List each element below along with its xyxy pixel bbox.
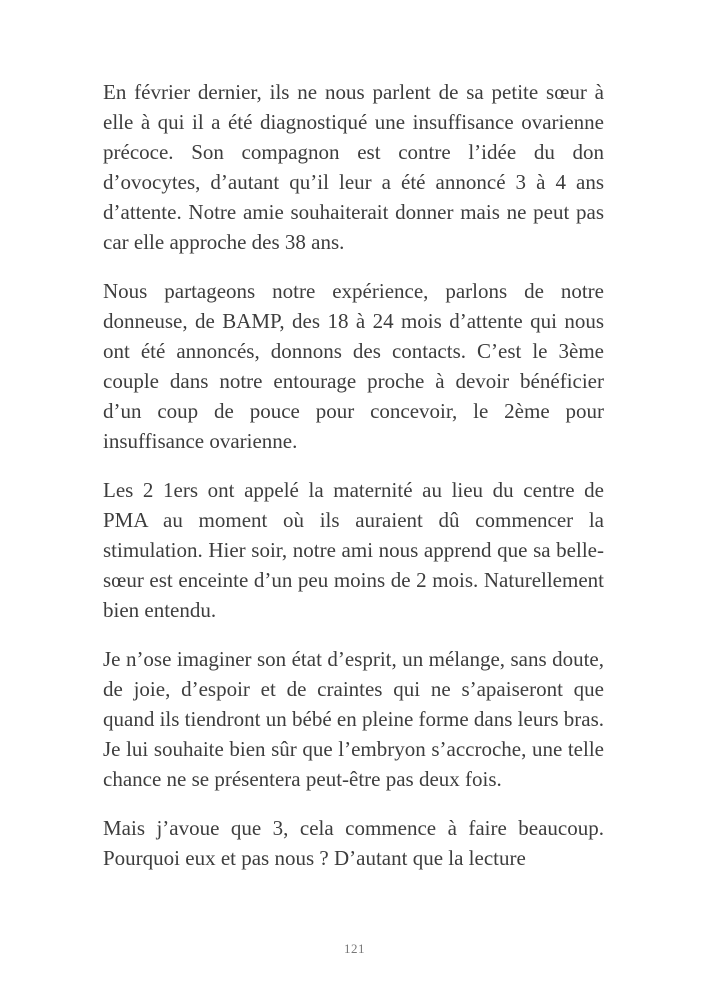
paragraph: En février dernier, ils ne nous parlent de sa petite sœur à elle à qui il a été diagnostiqué une insuffisance ovarienne précoce. Son compagnon est contre l’idée du don d’ovocytes, d’autant qu’il leur a été annoncé 3 à 4 ans d’attente. Notre amie souhaiterait donner mais ne peut pas car elle approche des 38 ans. bbox=[103, 80, 604, 254]
paragraph: Mais j’avoue que 3, cela commence à faire beaucoup. Pourquoi eux et pas nous ? D’autant que la lecture bbox=[103, 816, 604, 870]
paragraph: Nous partageons notre expérience, parlons de notre donneuse, de BAMP, des 18 à 24 mois d’attente qui nous ont été annoncés, donnons des contacts. C’est le 3ème couple dans notre entourage proche à devoir bénéficier d’un coup de pouce pour concevoir, le 2ème pour insuffisance ovarienne. bbox=[103, 279, 604, 453]
paragraph: Les 2 1ers ont appelé la maternité au lieu du centre de PMA au moment où ils auraient dû commencer la stimulation. Hier soir, notre ami nous apprend que sa belle-sœur est enceinte d’un peu moins de 2 mois. Naturellement bien entendu. bbox=[103, 478, 604, 622]
paragraph: Je n’ose imaginer son état d’esprit, un mélange, sans doute, de joie, d’espoir et de craintes qui ne s’apaiseront que quand ils tiendront un bébé en pleine forme dans leurs bras. Je lui souhaite bien sûr que l’embryon s’accroche, une telle chance ne se présentera peut-être pas deux fois. bbox=[103, 647, 604, 791]
page-text-block bbox=[103, 77, 604, 873]
page-number: 121 bbox=[344, 941, 365, 956]
